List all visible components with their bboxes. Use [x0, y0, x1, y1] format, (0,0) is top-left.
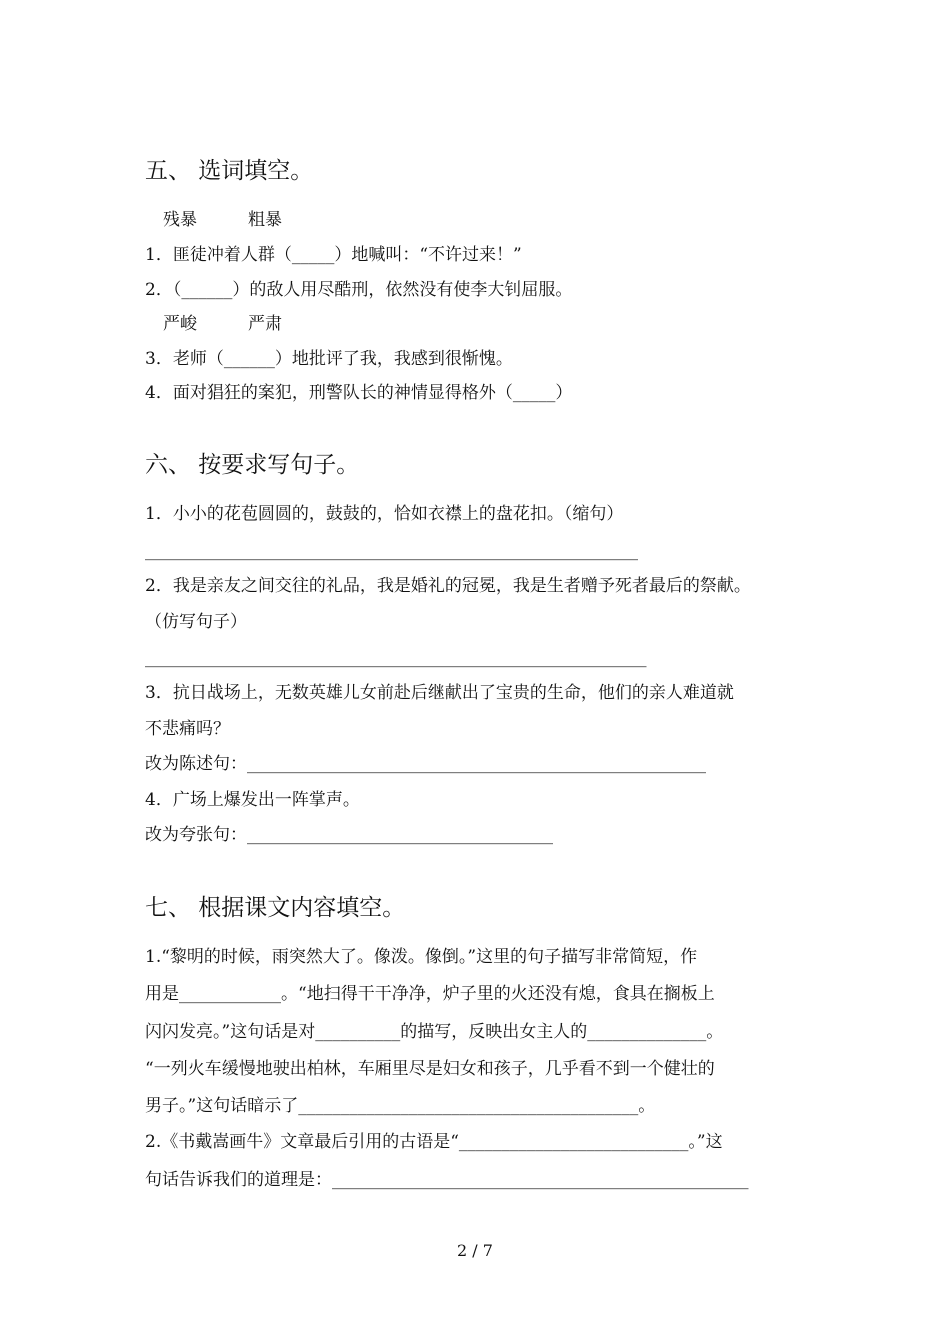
word-choices-2: 严峻 严肃: [163, 314, 282, 334]
section-7-line: 1.“黎明的时候，雨突然大了。像泼。像倒。”这里的句子描写非常简短，作: [145, 947, 698, 967]
question-6-3-line-2: 不悲痛吗？: [145, 719, 230, 739]
question-6-4-answer: 改为夸张句：____________________________________: [145, 825, 553, 845]
question-5-2: 2．（______）的敌人用尽酷刑，依然没有使李大钊屈服。: [145, 280, 573, 300]
section-7-line: 句话告诉我们的道理是：_________________________________________________: [145, 1170, 749, 1190]
section-7-line: 2.《书戴嵩画牛》文章最后引用的古语是“___________________________。”这: [145, 1132, 723, 1152]
question-5-4: 4．面对猖狂的案犯，刑警队长的神情显得格外（_____）: [145, 383, 573, 403]
question-6-1: 1．小小的花苞圆圆的，鼓鼓的，恰如衣襟上的盘花扣。（缩句）: [145, 504, 624, 524]
section-7-title: 七、 根据课文内容填空。: [145, 895, 406, 921]
question-6-3-line-1: 3．抗日战场上，无数英雄儿女前赴后继献出了宝贵的生命，他们的亲人难道就: [145, 683, 734, 703]
section-7-line: “一列火车缓慢地驶出柏林，车厢里尽是妇女和孩子，几乎看不到一个健壮的: [145, 1059, 715, 1079]
question-6-4: 4．广场上爆发出一阵掌声。: [145, 790, 360, 810]
question-6-2-line-2: （仿写句子）: [145, 612, 247, 632]
question-6-2-line-1: 2．我是亲友之间交往的礼品，我是婚礼的冠冕，我是生者赠予死者最后的祭献。: [145, 576, 751, 596]
word-choices-1: 残暴 粗暴: [163, 210, 282, 230]
page-number: 2 / 7: [457, 1241, 493, 1260]
answer-line-6-2: ___________________________________________________________: [145, 648, 647, 668]
section-7-line: 闪闪发亮。”这句话是对__________的描写，反映出女主人的______________。: [145, 1022, 724, 1042]
section-7-line: 男子。”这句话暗示了________________________________________。: [145, 1096, 656, 1116]
section-5-title: 五、 选词填空。: [145, 158, 314, 184]
question-5-3: 3．老师（______）地批评了我，我感到很惭愧。: [145, 349, 513, 369]
question-6-3-answer: 改为陈述句：______________________________________________________: [145, 754, 706, 774]
question-5-1: 1．匪徒冲着人群（_____）地喊叫：“不许过来！”: [145, 245, 522, 265]
answer-line-6-1: __________________________________________________________: [145, 541, 638, 561]
section-7-line: 用是____________。“地扫得干干净净，炉子里的火还没有熄，食具在搁板上: [145, 984, 715, 1004]
section-6-title: 六、 按要求写句子。: [145, 452, 360, 478]
